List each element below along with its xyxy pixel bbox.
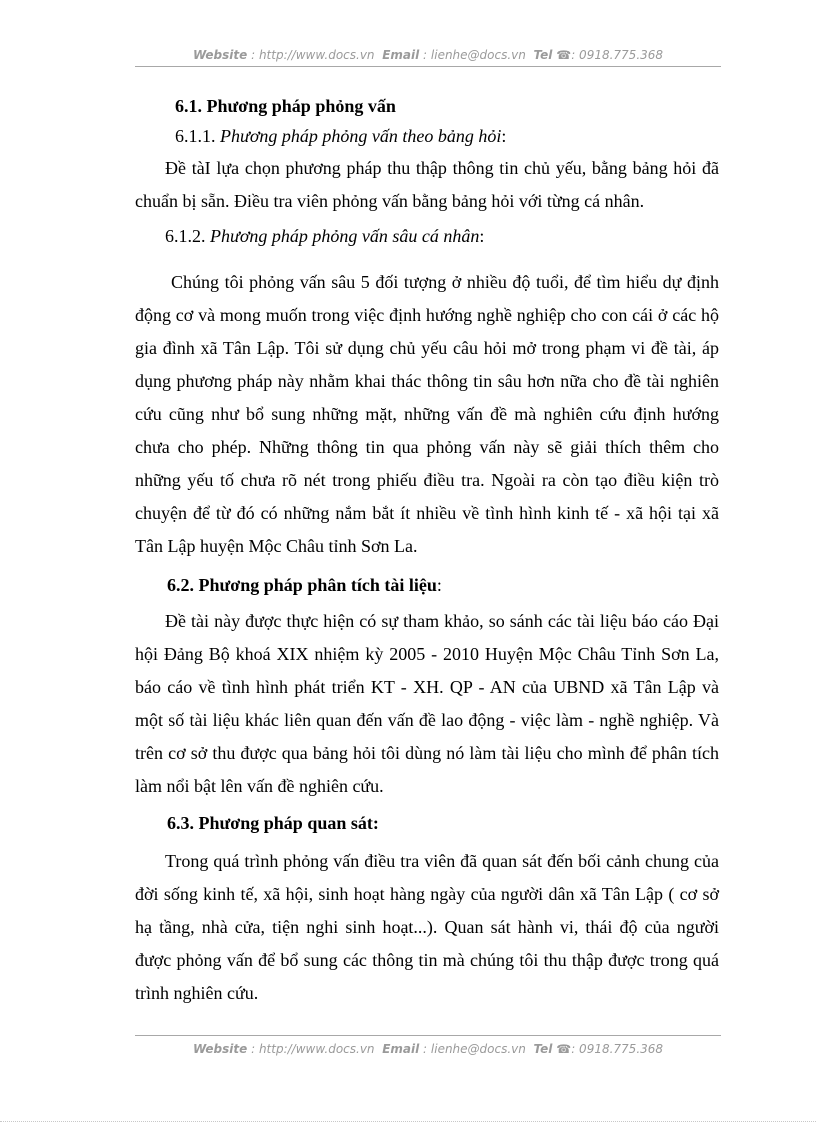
footer-tel-value: : 0918.775.368 [571,1042,664,1056]
section-6-1-2-heading: Phương pháp phỏng vấn sâu cá nhân [210,226,480,246]
footer-website-link[interactable]: : http://www.docs.vn [251,1042,375,1056]
header-rule [135,66,721,67]
section-6-2-heading: 6.2. Phương pháp phân tích tài liệu [167,575,437,595]
header-website-label: Website [192,48,248,62]
section-6-1-title: 6.1. Phương pháp phỏng vấn [175,96,396,116]
section-6-1-2-colon: : [479,226,485,246]
footer-email-link[interactable]: : lienhe@docs.vn [423,1042,526,1056]
section-6-2-title [135,573,719,603]
header-email-link[interactable]: : lienhe@docs.vn [423,48,526,62]
header-website-link[interactable]: : http://www.docs.vn [251,48,375,62]
section-6-1-2-paragraph: Chúng tôi phỏng vấn sâu 5 đối tượng ở nhiều độ tuổi, để tìm hiểu dự định động cơ và mong muốn trong việc định hướng nghề nghiệp cho con cái ở các hộ gia đình xã Tân Lập. Tôi sử dụng chủ yếu câu hỏi mở trong phạm vi đề tài, áp dụng phương pháp này nhằm khai thác thông tin sâu hơn nữa cho đề tài nghiên cứu cũng như bổ sung những mặt, những vấn đề mà nghiên cứu định hướng chưa cho phép. Những thông tin qua phỏng vấn này sẽ giải thích thêm cho những yếu tố chưa rõ nét trong phiếu điều tra. Ngoài ra còn tạo điều kiện trò chuyện để từ đó có những nắm bắt ít nhiều về tình hình kinh tế - xã hội tại xã Tân Lập huyện Mộc Châu tỉnh Sơn La. [135,272,719,556]
section-6-3-title: 6.3. Phương pháp quan sát: [167,813,379,833]
section-6-1-1-number: 6.1.1. [175,126,216,146]
section-6-2-colon: : [436,575,442,595]
header-email-label: Email [382,48,420,62]
footer-website-label: Website [192,1042,248,1056]
header-tel-label: Tel [533,48,553,62]
section-6-1-1-colon: : [501,126,507,146]
footer-rule [135,1035,721,1036]
section-6-1-2-title [135,224,719,256]
section-6-3-paragraph: Trong quá trình phỏng vấn điều tra viên đã quan sát đến bối cảnh chung của đời sống kinh tế, xã hội, sinh hoạt hàng ngày của người dân xã Tân Lập ( cơ sở hạ tầng, nhà cửa, tiện nghi sinh hoạt...). Quan sát hành vi, thái độ của người được phỏng vấn để bổ sung các thông tin mà chúng tôi thu thập được trong quá trình nghiên cứu. [135,851,719,1003]
footer-tel-label: Tel [533,1042,553,1056]
page-header [135,48,721,62]
document-body [135,94,719,1010]
header-tel-value: : 0918.775.368 [571,48,664,62]
section-6-1-2-number: 6.1.2. [165,226,206,246]
page-bottom-dotted-rule [0,1121,816,1122]
footer-email-label: Email [382,1042,420,1056]
phone-icon: ☎ [556,48,572,62]
section-6-1-1-heading: Phương pháp phỏng vấn theo bảng hỏi [220,126,502,146]
section-6-2-paragraph: Đề tài này được thực hiện có sự tham khảo, so sánh các tài liệu báo cáo Đại hội Đảng Bộ khoá XIX nhiệm kỳ 2005 - 2010 Huyện Mộc Châu Tỉnh Sơn La, báo cáo về tình hình phát triển KT - XH. QP - AN của UBND xã Tân Lập và một số tài liệu khác liên quan đến vấn đề lao động - việc làm - nghề nghiệp. Và trên cơ sở thu được qua bảng hỏi tôi dùng nó làm tài liệu cho mình để phân tích làm nổi bật lên vấn đề nghiên cứu. [135,611,719,796]
page-footer [135,1042,721,1056]
section-6-1-1-paragraph: Đề tàI lựa chọn phương pháp thu thập thông tin chủ yếu, bằng bảng hỏi đã chuẩn bị sẵn. Điều tra viên phỏng vấn bằng bảng hỏi với từng cá nhân. [135,158,719,211]
phone-icon: ☎ [556,1042,572,1056]
